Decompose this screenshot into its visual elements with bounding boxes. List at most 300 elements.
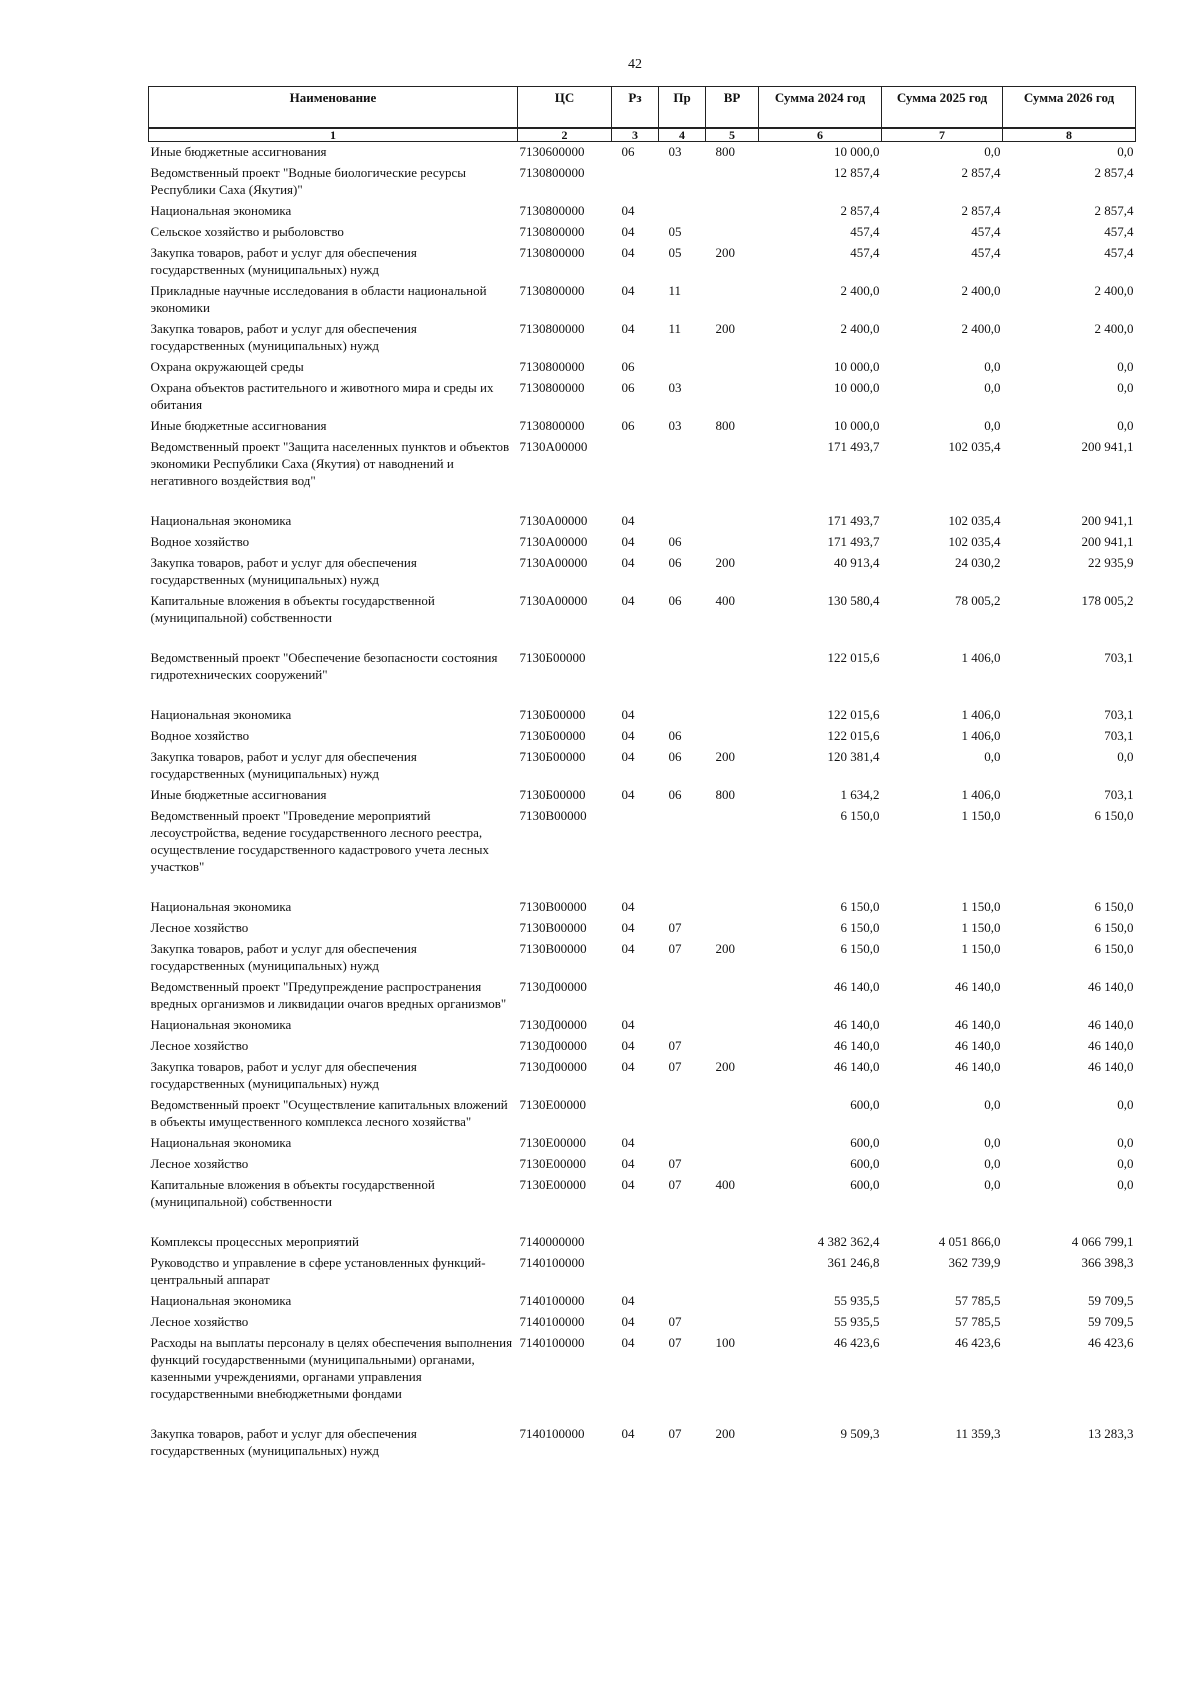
row-sum-2025: 0,0	[984, 359, 1001, 374]
table-row	[149, 918, 1136, 939]
row-pr	[659, 357, 706, 378]
row-vr	[706, 1095, 759, 1133]
row-name: Ведомственный проект "Предупреждение распространения вредных организмов и ликвидации очагов вредных организмов"	[150, 979, 507, 1011]
row-sum-2026: 366 398,3	[1081, 1255, 1134, 1270]
row-sum-2025: 0,0	[984, 380, 1001, 395]
row-sum-2025: 0,0	[984, 1177, 1001, 1192]
row-sum-2026: 703,1	[1104, 787, 1134, 802]
row-vr	[706, 1133, 759, 1154]
row-cs: 7130600000	[519, 144, 585, 159]
row-cs: 7130А00000	[519, 513, 588, 528]
row-sum-2024: 2 400,0	[840, 283, 880, 298]
row-sum-2024: 600,0	[850, 1156, 880, 1171]
row-name: Иные бюджетные ассигнования	[150, 144, 327, 159]
row-sum-2025: 0,0	[984, 418, 1001, 433]
row-name: Лесное хозяйство	[150, 1156, 249, 1171]
row-pr	[659, 648, 706, 705]
row-sum-2024: 46 140,0	[834, 979, 880, 994]
row-sum-2024: 46 423,6	[834, 1335, 880, 1350]
row-sum-2024: 122 015,6	[827, 728, 880, 743]
table-row	[149, 416, 1136, 437]
row-sum-2026: 457,4	[1104, 224, 1134, 239]
row-rz: 04	[621, 224, 635, 239]
row-sum-2025: 46 140,0	[955, 1017, 1001, 1032]
row-rz: 04	[621, 534, 635, 549]
row-pr: 03	[668, 380, 682, 395]
row-pr	[659, 1232, 706, 1253]
row-sum-2024: 10 000,0	[834, 144, 880, 159]
row-sum-2025: 457,4	[971, 224, 1001, 239]
row-rz: 04	[621, 707, 635, 722]
row-vr: 100	[715, 1335, 735, 1350]
row-vr	[706, 532, 759, 553]
row-pr: 07	[668, 1177, 682, 1192]
row-pr: 07	[668, 1426, 682, 1441]
row-vr	[706, 1232, 759, 1253]
row-name: Закупка товаров, работ и услуг для обеспечения государственных (муниципальных) нужд	[150, 321, 417, 353]
row-sum-2024: 10 000,0	[834, 380, 880, 395]
row-vr	[706, 378, 759, 416]
row-sum-2024: 6 150,0	[840, 808, 880, 823]
row-sum-2025: 1 150,0	[961, 941, 1001, 956]
row-sum-2024: 600,0	[850, 1097, 880, 1112]
table-header-row	[149, 87, 1136, 129]
row-pr: 05	[668, 224, 682, 239]
row-pr	[659, 1095, 706, 1133]
row-sum-2026: 0,0	[1117, 1097, 1134, 1112]
row-cs: 7130Д00000	[519, 1017, 587, 1032]
table-row	[149, 437, 1136, 511]
row-cs: 7140000000	[519, 1234, 585, 1249]
row-sum-2024: 46 140,0	[834, 1017, 880, 1032]
row-vr	[706, 705, 759, 726]
row-sum-2024: 122 015,6	[827, 650, 880, 665]
row-vr	[706, 1015, 759, 1036]
row-rz: 04	[621, 245, 635, 260]
row-sum-2026: 46 140,0	[1088, 1017, 1134, 1032]
row-vr	[706, 437, 759, 511]
row-cs: 7130800000	[519, 321, 585, 336]
row-sum-2025: 102 035,4	[948, 439, 1001, 454]
row-rz: 04	[621, 787, 635, 802]
row-cs: 7130Б00000	[519, 650, 586, 665]
row-sum-2026: 2 857,4	[1094, 203, 1134, 218]
row-name: Охрана объектов растительного и животного мира и среды их обитания	[150, 380, 494, 412]
row-pr: 07	[668, 1038, 682, 1053]
row-vr	[706, 1253, 759, 1291]
row-pr	[659, 437, 706, 511]
row-vr: 800	[715, 144, 735, 159]
row-name: Сельское хозяйство и рыболовство	[150, 224, 344, 239]
row-sum-2024: 171 493,7	[827, 439, 880, 454]
row-cs: 7130Д00000	[519, 1059, 587, 1074]
table-row	[149, 1253, 1136, 1291]
table-row	[149, 806, 1136, 897]
row-name: Иные бюджетные ассигнования	[150, 418, 327, 433]
row-sum-2025: 457,4	[971, 245, 1001, 260]
table-row	[149, 163, 1136, 201]
row-pr	[659, 511, 706, 532]
row-cs: 7130800000	[519, 224, 585, 239]
row-vr: 200	[715, 1426, 735, 1441]
row-sum-2026: 46 140,0	[1088, 1059, 1134, 1074]
table-row	[149, 1312, 1136, 1333]
row-sum-2026: 0,0	[1117, 749, 1134, 764]
row-sum-2026: 0,0	[1117, 144, 1134, 159]
row-name: Лесное хозяйство	[150, 1314, 249, 1329]
row-rz: 04	[621, 203, 635, 218]
row-cs: 7130Е00000	[519, 1097, 586, 1112]
row-pr: 11	[668, 321, 682, 336]
table-row	[149, 1291, 1136, 1312]
row-sum-2025: 0,0	[984, 1135, 1001, 1150]
row-sum-2025: 1 406,0	[961, 728, 1001, 743]
row-sum-2024: 55 935,5	[834, 1293, 880, 1308]
row-rz: 04	[621, 899, 635, 914]
row-vr	[706, 1154, 759, 1175]
row-sum-2024: 130 580,4	[827, 593, 880, 608]
row-cs: 7140100000	[519, 1335, 585, 1350]
row-sum-2026: 46 423,6	[1088, 1335, 1134, 1350]
table-row	[149, 726, 1136, 747]
row-pr: 06	[668, 534, 682, 549]
table-row	[149, 553, 1136, 591]
table-row	[149, 1133, 1136, 1154]
row-sum-2024: 40 913,4	[834, 555, 880, 570]
row-sum-2026: 0,0	[1117, 359, 1134, 374]
row-sum-2025: 78 005,2	[955, 593, 1001, 608]
row-sum-2026: 46 140,0	[1088, 979, 1134, 994]
row-sum-2025: 57 785,5	[955, 1314, 1001, 1329]
row-vr	[706, 1312, 759, 1333]
row-name: Национальная экономика	[150, 1017, 292, 1032]
row-cs: 7130800000	[519, 283, 585, 298]
row-sum-2025: 1 406,0	[961, 650, 1001, 665]
row-sum-2026: 6 150,0	[1094, 941, 1134, 956]
row-cs: 7130А00000	[519, 534, 588, 549]
row-name: Ведомственный проект "Водные биологические ресурсы Республики Саха (Якутия)"	[150, 165, 466, 197]
row-name: Национальная экономика	[150, 203, 292, 218]
row-sum-2025: 1 150,0	[961, 920, 1001, 935]
table-row	[149, 1015, 1136, 1036]
row-vr: 200	[715, 1059, 735, 1074]
row-cs: 7130Е00000	[519, 1177, 586, 1192]
row-vr	[706, 1036, 759, 1057]
row-rz: 04	[621, 1314, 635, 1329]
row-pr: 06	[668, 787, 682, 802]
row-vr	[706, 511, 759, 532]
row-sum-2026: 0,0	[1117, 1135, 1134, 1150]
row-sum-2024: 55 935,5	[834, 1314, 880, 1329]
row-pr	[659, 1291, 706, 1312]
table-row	[149, 591, 1136, 648]
row-vr	[706, 1291, 759, 1312]
row-name: Ведомственный проект "Осуществление капитальных вложений в объекты имущественного комплекса лесного хозяйства"	[150, 1097, 508, 1129]
row-sum-2026: 6 150,0	[1094, 899, 1134, 914]
row-sum-2026: 703,1	[1104, 650, 1134, 665]
row-name: Водное хозяйство	[150, 728, 250, 743]
row-vr: 200	[715, 749, 735, 764]
row-pr	[659, 977, 706, 1015]
row-name: Охрана окружающей среды	[150, 359, 304, 374]
row-name: Лесное хозяйство	[150, 1038, 249, 1053]
row-vr	[706, 918, 759, 939]
row-pr	[659, 897, 706, 918]
row-sum-2024: 600,0	[850, 1177, 880, 1192]
column-number: 6	[759, 128, 882, 142]
row-pr	[659, 1133, 706, 1154]
column-number: 5	[706, 128, 759, 142]
row-sum-2025: 0,0	[984, 1156, 1001, 1171]
row-sum-2026: 0,0	[1117, 1177, 1134, 1192]
row-pr: 11	[668, 283, 682, 298]
row-name: Закупка товаров, работ и услуг для обеспечения государственных (муниципальных) нужд	[150, 1426, 417, 1458]
row-cs: 7130В00000	[519, 941, 587, 956]
row-sum-2024: 2 400,0	[840, 321, 880, 336]
row-sum-2024: 6 150,0	[840, 899, 880, 914]
row-name: Иные бюджетные ассигнования	[150, 787, 327, 802]
row-sum-2024: 171 493,7	[827, 534, 880, 549]
row-cs: 7130800000	[519, 245, 585, 260]
row-sum-2025: 46 140,0	[955, 1059, 1001, 1074]
row-rz: 04	[621, 1017, 635, 1032]
row-name: Капитальные вложения в объекты государственной (муниципальной) собственности	[150, 593, 435, 625]
table-row	[149, 222, 1136, 243]
row-sum-2024: 171 493,7	[827, 513, 880, 528]
header-name: Наименование	[149, 87, 518, 129]
row-cs: 7140100000	[519, 1293, 585, 1308]
row-rz: 06	[621, 380, 635, 395]
table-row	[149, 897, 1136, 918]
row-vr	[706, 726, 759, 747]
table-row	[149, 142, 1136, 164]
row-sum-2026: 46 140,0	[1088, 1038, 1134, 1053]
header-rz: Рз	[612, 87, 659, 129]
row-rz	[612, 163, 659, 201]
row-rz: 04	[621, 1038, 635, 1053]
row-pr	[659, 705, 706, 726]
row-cs: 7130Б00000	[519, 728, 586, 743]
budget-table	[148, 86, 1136, 1462]
row-sum-2025: 0,0	[984, 749, 1001, 764]
row-cs: 7130800000	[519, 165, 585, 180]
row-rz: 06	[621, 418, 635, 433]
row-sum-2024: 1 634,2	[840, 787, 880, 802]
row-sum-2026: 6 150,0	[1094, 808, 1134, 823]
row-sum-2026: 6 150,0	[1094, 920, 1134, 935]
row-rz	[612, 1095, 659, 1133]
row-sum-2025: 2 857,4	[961, 165, 1001, 180]
row-name: Национальная экономика	[150, 513, 292, 528]
row-cs: 7140100000	[519, 1314, 585, 1329]
row-sum-2026: 200 941,1	[1081, 513, 1134, 528]
row-vr: 800	[715, 418, 735, 433]
row-pr: 07	[668, 1335, 682, 1350]
table-row	[149, 319, 1136, 357]
row-rz: 06	[621, 144, 635, 159]
row-pr	[659, 806, 706, 897]
row-cs: 7130800000	[519, 418, 585, 433]
row-cs: 7130В00000	[519, 920, 587, 935]
row-rz: 04	[621, 1335, 635, 1350]
row-sum-2026: 703,1	[1104, 707, 1134, 722]
row-name: Национальная экономика	[150, 1135, 292, 1150]
row-name: Расходы на выплаты персоналу в целях обеспечения выполнения функций государственными (муниципальными) органами, казенными учреждениями, органами управления государственными внебюджетными фондами	[150, 1335, 513, 1401]
row-sum-2026: 2 400,0	[1094, 283, 1134, 298]
row-name: Капитальные вложения в объекты государственной (муниципальной) собственности	[150, 1177, 435, 1209]
row-sum-2026: 0,0	[1117, 380, 1134, 395]
table-row	[149, 1057, 1136, 1095]
row-rz: 04	[621, 321, 635, 336]
row-vr: 400	[715, 1177, 735, 1192]
row-pr: 03	[668, 144, 682, 159]
row-sum-2026: 200 941,1	[1081, 439, 1134, 454]
row-sum-2024: 9 509,3	[840, 1426, 880, 1441]
row-sum-2026: 0,0	[1117, 1156, 1134, 1171]
row-rz: 04	[621, 728, 635, 743]
row-sum-2025: 102 035,4	[948, 534, 1001, 549]
row-name: Ведомственный проект "Защита населенных пунктов и объектов экономики Республики Саха (Якутия) от наводнений и негативного воздействия вод"	[150, 439, 510, 488]
header-sum-2026: Сумма 2026 год	[1003, 87, 1136, 129]
table-row	[149, 532, 1136, 553]
row-rz: 04	[621, 1426, 635, 1441]
row-sum-2025: 362 739,9	[948, 1255, 1001, 1270]
row-sum-2025: 2 857,4	[961, 203, 1001, 218]
row-sum-2024: 6 150,0	[840, 920, 880, 935]
row-sum-2024: 12 857,4	[834, 165, 880, 180]
row-rz: 04	[621, 555, 635, 570]
row-vr	[706, 977, 759, 1015]
row-rz: 04	[621, 1156, 635, 1171]
table-row	[149, 1095, 1136, 1133]
row-rz: 06	[621, 359, 635, 374]
row-pr: 07	[668, 1314, 682, 1329]
row-name: Закупка товаров, работ и услуг для обеспечения государственных (муниципальных) нужд	[150, 245, 417, 277]
row-name: Закупка товаров, работ и услуг для обеспечения государственных (муниципальных) нужд	[150, 1059, 417, 1091]
row-name: Национальная экономика	[150, 899, 292, 914]
table-body	[149, 142, 1136, 1463]
row-name: Прикладные научные исследования в области национальной экономики	[150, 283, 487, 315]
row-pr: 06	[668, 728, 682, 743]
row-sum-2025: 1 150,0	[961, 808, 1001, 823]
row-name: Руководство и управление в сфере установленных функций-центральный аппарат	[150, 1255, 486, 1287]
row-pr: 03	[668, 418, 682, 433]
row-rz	[612, 806, 659, 897]
row-vr	[706, 163, 759, 201]
header-cs: ЦС	[518, 87, 612, 129]
row-sum-2026: 0,0	[1117, 418, 1134, 433]
row-cs: 7130В00000	[519, 808, 587, 823]
header-sum-2024: Сумма 2024 год	[759, 87, 882, 129]
row-name: Ведомственный проект "Проведение мероприятий лесоустройства, ведение государственного лесного реестра, осуществление государственного кадастрового учета лесных участков"	[150, 808, 489, 874]
header-sum-2025: Сумма 2025 год	[882, 87, 1003, 129]
row-sum-2025: 4 051 866,0	[938, 1234, 1001, 1249]
column-number: 1	[149, 128, 518, 142]
row-name: Закупка товаров, работ и услуг для обеспечения государственных (муниципальных) нужд	[150, 749, 417, 781]
row-cs: 7130800000	[519, 380, 585, 395]
table-row	[149, 977, 1136, 1015]
table-row	[149, 1424, 1136, 1462]
row-pr: 05	[668, 245, 682, 260]
table-row	[149, 357, 1136, 378]
row-vr	[706, 648, 759, 705]
row-cs: 7130Б00000	[519, 749, 586, 764]
row-sum-2025: 24 030,2	[955, 555, 1001, 570]
budget-sheet	[148, 86, 1135, 1462]
row-sum-2024: 361 246,8	[827, 1255, 880, 1270]
row-vr: 800	[715, 787, 735, 802]
row-sum-2024: 120 381,4	[827, 749, 880, 764]
row-sum-2024: 10 000,0	[834, 418, 880, 433]
row-sum-2025: 0,0	[984, 1097, 1001, 1112]
row-rz: 04	[621, 283, 635, 298]
table-row	[149, 378, 1136, 416]
page-number: 42	[628, 57, 642, 72]
column-number-row	[149, 128, 1136, 142]
row-vr: 200	[715, 321, 735, 336]
table-row	[149, 939, 1136, 977]
table-row	[149, 201, 1136, 222]
row-vr	[706, 222, 759, 243]
row-name: Комплексы процессных мероприятий	[150, 1234, 359, 1249]
row-sum-2025: 46 423,6	[955, 1335, 1001, 1350]
table-row	[149, 648, 1136, 705]
row-sum-2024: 457,4	[850, 245, 880, 260]
row-rz: 04	[621, 1135, 635, 1150]
row-sum-2026: 22 935,9	[1088, 555, 1134, 570]
row-sum-2024: 4 382 362,4	[817, 1234, 880, 1249]
row-cs: 7130Е00000	[519, 1156, 586, 1171]
row-sum-2026: 200 941,1	[1081, 534, 1134, 549]
row-pr: 07	[668, 941, 682, 956]
row-sum-2025: 57 785,5	[955, 1293, 1001, 1308]
row-rz: 04	[621, 749, 635, 764]
row-vr: 200	[715, 555, 735, 570]
row-sum-2025: 102 035,4	[948, 513, 1001, 528]
row-cs: 7130Е00000	[519, 1135, 586, 1150]
column-number: 8	[1003, 128, 1136, 142]
row-cs: 7130В00000	[519, 899, 587, 914]
row-pr: 06	[668, 749, 682, 764]
table-row	[149, 1232, 1136, 1253]
row-sum-2025: 11 359,3	[955, 1426, 1001, 1441]
row-cs: 7130Б00000	[519, 707, 586, 722]
row-vr	[706, 806, 759, 897]
table-row	[149, 1333, 1136, 1424]
row-name: Лесное хозяйство	[150, 920, 249, 935]
row-sum-2026: 457,4	[1104, 245, 1134, 260]
row-pr: 06	[668, 593, 682, 608]
table-row	[149, 1154, 1136, 1175]
row-rz: 04	[621, 1059, 635, 1074]
row-pr: 06	[668, 555, 682, 570]
row-rz	[612, 1253, 659, 1291]
row-name: Закупка товаров, работ и услуг для обеспечения государственных (муниципальных) нужд	[150, 941, 417, 973]
row-vr: 400	[715, 593, 735, 608]
row-sum-2025: 1 406,0	[961, 707, 1001, 722]
row-cs: 7130Б00000	[519, 787, 586, 802]
row-name: Ведомственный проект "Обеспечение безопасности состояния гидротехнических сооружений"	[150, 650, 498, 682]
row-cs: 7130А00000	[519, 555, 588, 570]
row-cs: 7130А00000	[519, 593, 588, 608]
row-sum-2026: 2 857,4	[1094, 165, 1134, 180]
row-rz	[612, 437, 659, 511]
row-pr: 07	[668, 1156, 682, 1171]
row-rz	[612, 977, 659, 1015]
row-sum-2026: 13 283,3	[1088, 1426, 1134, 1441]
row-name: Национальная экономика	[150, 1293, 292, 1308]
row-sum-2026: 178 005,2	[1081, 593, 1134, 608]
